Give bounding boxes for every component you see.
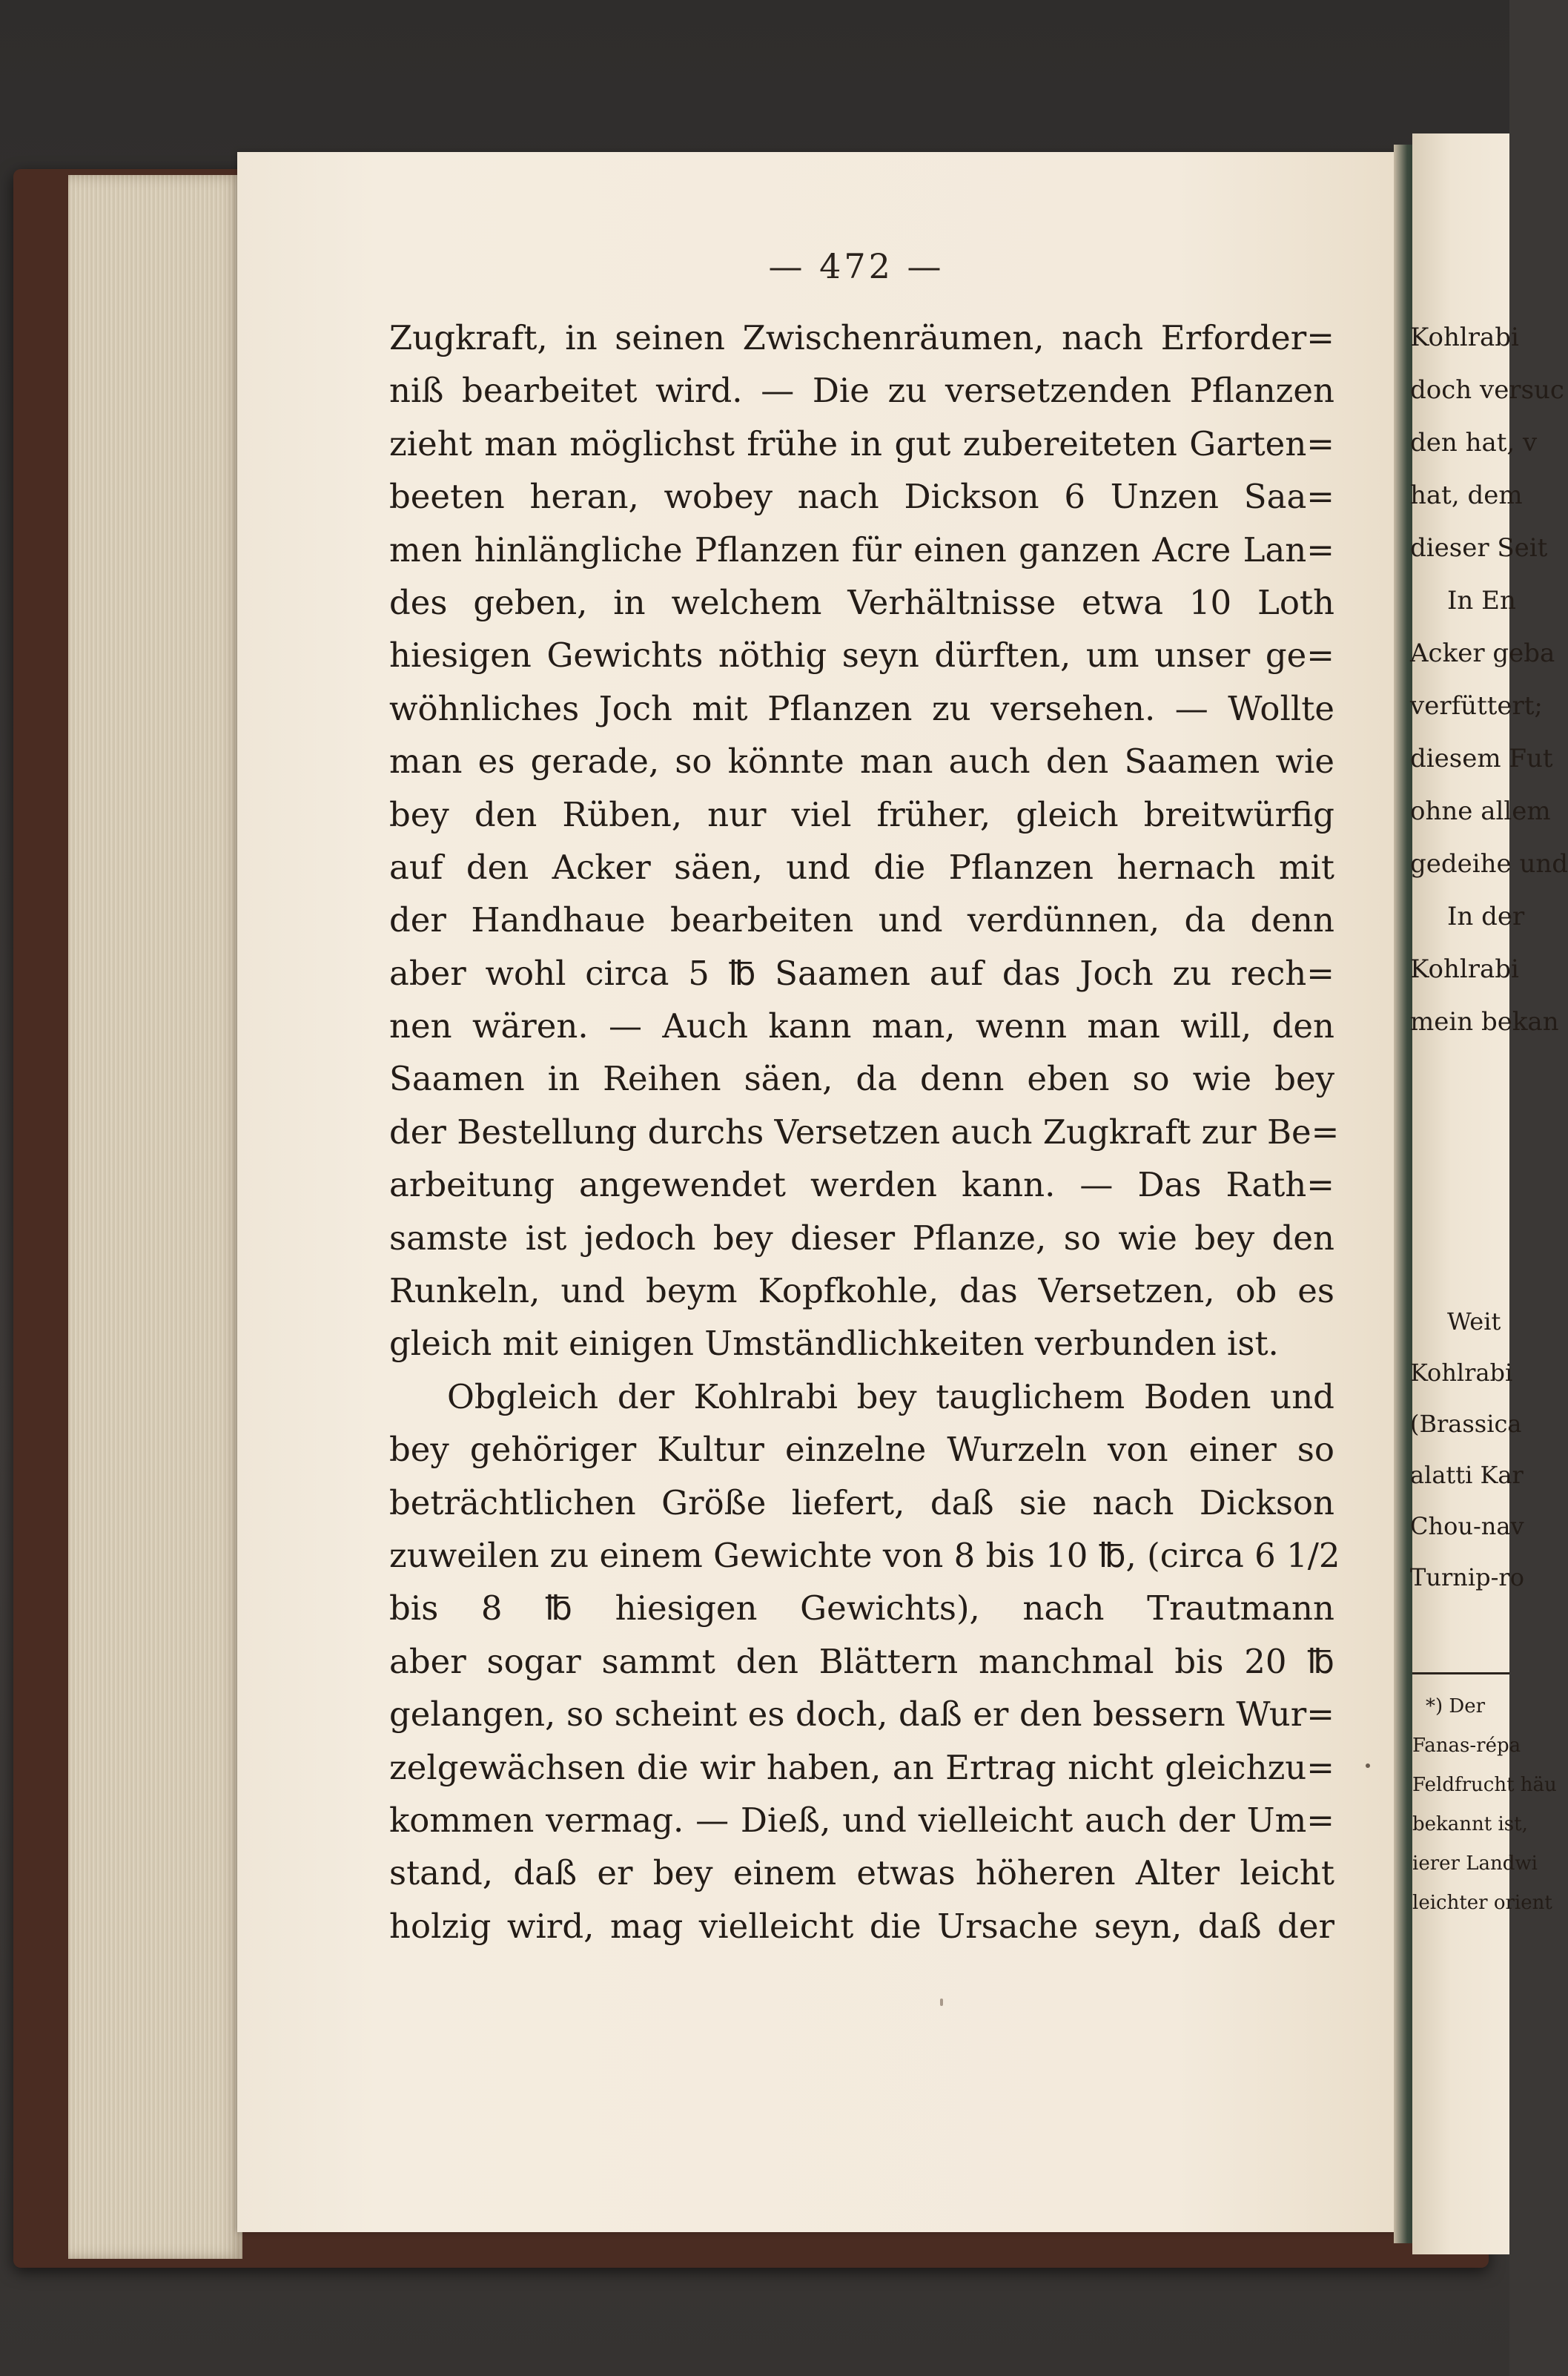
text-line: Obgleich der Kohlrabi bey tauglichem Boden und <box>447 1376 1334 1416</box>
facing-text-line: Kohlrabi <box>1410 1359 1513 1387</box>
facing-text-line: In En <box>1447 586 1516 616</box>
text-line: stand, daß er bey einem etwas höheren Alter leicht <box>389 1853 1334 1893</box>
facing-text-line: Chou-nav <box>1410 1512 1524 1540</box>
text-line: wöhnliches Joch mit Pflanzen zu versehen. — Wollte <box>389 688 1334 728</box>
facing-page-lower-text <box>1410 1296 1524 1603</box>
footnote-line: ierer Landwi <box>1412 1852 1538 1875</box>
facing-text-line: doch versuc <box>1410 375 1564 405</box>
text-line: kommen vermag. — Dieß, und vielleicht auch der Um= <box>389 1800 1334 1840</box>
facing-text-line: gedeihe und <box>1410 849 1568 879</box>
text-line: Saamen in Reihen säen, da denn eben so wie bey <box>389 1059 1334 1099</box>
facing-text-line: Turnip-ro <box>1410 1563 1524 1591</box>
facing-text-line: alatti Kar <box>1410 1461 1524 1489</box>
paper-speck <box>940 1999 943 2006</box>
main-text-block <box>389 311 1340 1953</box>
text-line: beträchtlichen Größe liefert, daß sie nach Dickson <box>389 1482 1334 1522</box>
text-line: bey gehöriger Kultur einzelne Wurzeln von einer so <box>389 1430 1334 1470</box>
facing-text-line: mein bekan <box>1410 1007 1559 1037</box>
footnote-line: leichter orient <box>1412 1892 1552 1914</box>
facing-text-line: den hat, v <box>1410 428 1538 458</box>
facing-text-line: Kohlrabi <box>1410 323 1519 352</box>
facing-text-line: Kohlrabi <box>1410 954 1519 984</box>
text-line: Runkeln, und beym Kopfkohle, das Versetzen, ob es <box>389 1271 1334 1311</box>
text-line: zuweilen zu einem Gewichte von 8 bis 10 ℔, (circa 6 1/2 <box>389 1535 1340 1575</box>
text-line: zieht man möglichst frühe in gut zubereiteten Garten= <box>389 423 1334 463</box>
text-line: aber wohl circa 5 ℔ Saamen auf das Joch zu rech= <box>389 953 1334 993</box>
footnote-line: *) Der <box>1426 1695 1486 1717</box>
text-line: arbeitung angewendet werden kann. — Das Rath= <box>389 1165 1334 1205</box>
text-line: auf den Acker säen, und die Pflanzen hernach mit <box>389 847 1334 887</box>
facing-text-line: In der <box>1447 902 1525 931</box>
text-line: der Bestellung durchs Versetzen auch Zugkraft zur Be= <box>389 1112 1340 1152</box>
facing-text-line: Acker geba <box>1410 638 1555 668</box>
text-line: beeten heran, wobey nach Dickson 6 Unzen Saa= <box>389 477 1334 517</box>
text-line: hiesigen Gewichts nöthig seyn dürften, um unser ge= <box>389 636 1334 676</box>
facing-text-line: (Brassica <box>1410 1410 1522 1438</box>
text-line: aber sogar sammt den Blättern manchmal bis 20 ℔ <box>389 1641 1334 1681</box>
text-line: samste ist jedoch bey dieser Pflanze, so wie bey den <box>389 1218 1334 1258</box>
text-line: gleich mit einigen Umständlichkeiten verbunden ist. <box>389 1324 1279 1364</box>
facing-text-line: ohne allem <box>1410 796 1551 826</box>
text-line: niß bearbeitet wird. — Die zu versetzenden Pflanzen <box>389 371 1334 411</box>
facing-text-line: hat, dem <box>1410 481 1523 510</box>
page-number: — 472 — <box>768 246 945 286</box>
footnote-line: Fanas-répa <box>1412 1735 1521 1757</box>
text-line: der Handhaue bearbeiten und verdünnen, da denn <box>389 900 1334 940</box>
text-line: holzig wird, mag vielleicht die Ursache seyn, daß der <box>389 1906 1334 1946</box>
footnote-line: bekannt ist, <box>1412 1813 1528 1835</box>
text-line: bis 8 ℔ hiesigen Gewichts), nach Trautmann <box>389 1588 1334 1628</box>
facing-text-line: diesem Fut <box>1410 744 1553 773</box>
text-line: man es gerade, so könnte man auch den Saamen wie <box>389 742 1334 782</box>
text-line: men hinlängliche Pflanzen für einen ganzen Acre Lan= <box>389 529 1334 570</box>
footnote-rule <box>1412 1672 1509 1674</box>
page-edges <box>68 175 242 2259</box>
text-line: Zugkraft, in seinen Zwischenräumen, nach Erforder= <box>389 318 1334 357</box>
text-line: zelgewächsen die wir haben, an Ertrag nicht gleichzu= <box>389 1747 1334 1787</box>
text-line: des geben, in welchem Verhältnisse etwa 10 Loth <box>389 582 1334 622</box>
facing-text-line: dieser Seit <box>1410 533 1548 563</box>
facing-text-line: Weit <box>1447 1307 1501 1336</box>
footnote-line: Feldfrucht häu <box>1412 1774 1557 1796</box>
text-line: gelangen, so scheint es doch, daß er den bessern Wur= <box>389 1694 1334 1735</box>
facing-text-line: verfüttert; <box>1410 691 1543 721</box>
facing-page-footnotes <box>1412 1687 1557 1923</box>
text-line: nen wären. — Auch kann man, wenn man will, den <box>389 1006 1334 1046</box>
text-line: bey den Rüben, nur viel früher, gleich breitwürfig <box>389 794 1334 834</box>
paper-speck <box>1366 1763 1370 1768</box>
facing-page-upper-text <box>1410 311 1568 1049</box>
